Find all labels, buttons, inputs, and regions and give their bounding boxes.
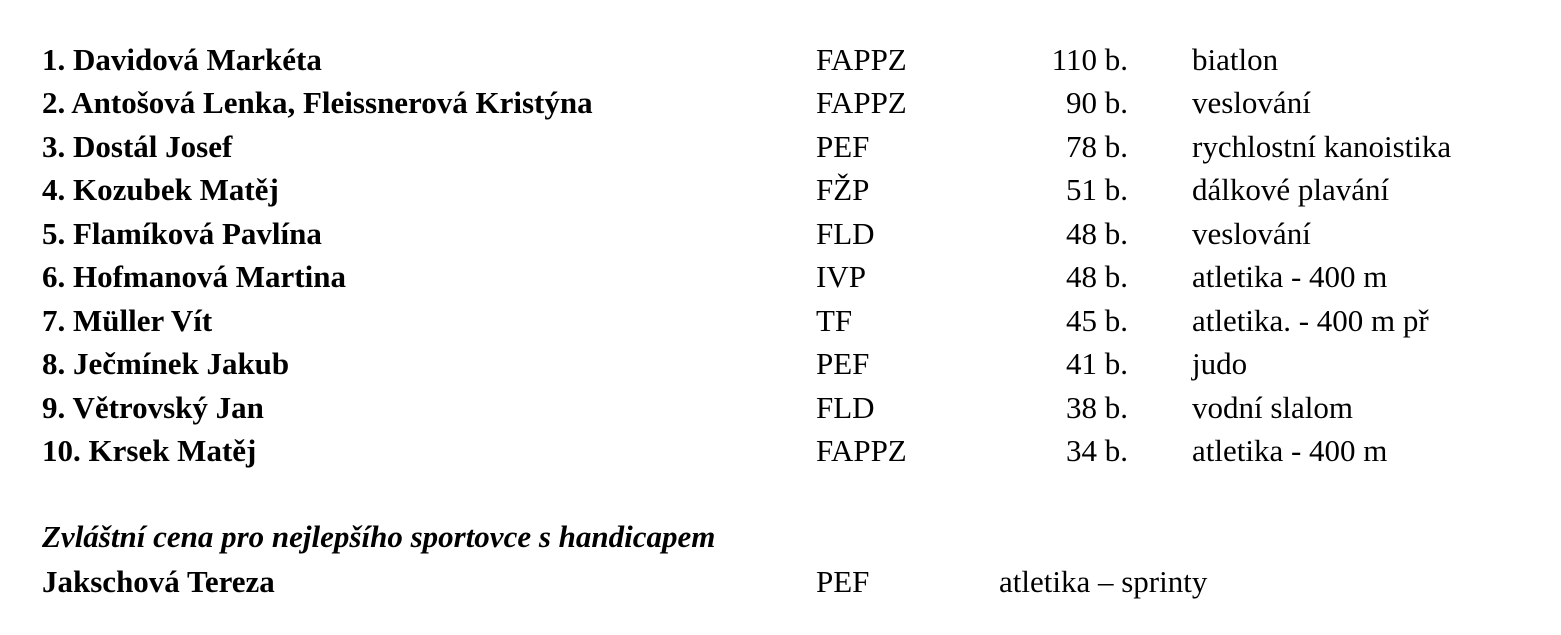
points: 48 b. (1066, 259, 1128, 294)
faculty: FLD (816, 216, 875, 251)
ranking-row-9 (0, 388, 1561, 428)
athlete-name: 9. Větrovský Jan (42, 390, 264, 425)
athlete-name: 10. Krsek Matěj (42, 433, 257, 468)
athlete-name: 1. Davidová Markéta (42, 42, 322, 77)
ranking-row-1 (0, 40, 1561, 80)
faculty: FAPPZ (816, 42, 907, 77)
sport: veslování (1192, 216, 1311, 251)
sport: dálkové plavání (1192, 172, 1390, 207)
athlete-name: 4. Kozubek Matěj (42, 172, 279, 207)
sport: atletika - 400 m (1192, 433, 1388, 468)
points: 45 b. (1066, 303, 1128, 338)
athlete-name: Jakschová Tereza (42, 564, 275, 599)
sport: veslování (1192, 85, 1311, 120)
sport: judo (1192, 346, 1248, 381)
sport: rychlostní kanoistika (1192, 129, 1452, 164)
faculty: FŽP (816, 172, 870, 207)
points: 38 b. (1066, 390, 1128, 425)
points: 41 b. (1066, 346, 1128, 381)
faculty: PEF (816, 564, 870, 599)
faculty: FAPPZ (816, 433, 907, 468)
athlete-name: 3. Dostál Josef (42, 129, 233, 164)
ranking-row-7 (0, 301, 1561, 341)
faculty: TF (816, 303, 853, 338)
sport: biatlon (1192, 42, 1279, 77)
athlete-name: 5. Flamíková Pavlína (42, 216, 322, 251)
ranking-row-8 (0, 344, 1561, 384)
points: 110 b. (1051, 42, 1128, 77)
points: 78 b. (1066, 129, 1128, 164)
ranking-row-10 (0, 431, 1561, 471)
ranking-row-5 (0, 214, 1561, 254)
ranking-row-4 (0, 170, 1561, 210)
points: 34 b. (1066, 433, 1128, 468)
special-award-row (0, 562, 1561, 602)
faculty: FAPPZ (816, 85, 907, 120)
sport: vodní slalom (1192, 390, 1354, 425)
faculty: FLD (816, 390, 875, 425)
athlete-name: 2. Antošová Lenka, Fleissnerová Kristýna (42, 85, 593, 120)
sport: atletika - 400 m (1192, 259, 1388, 294)
points: 48 b. (1066, 216, 1128, 251)
athlete-name: 6. Hofmanová Martina (42, 259, 346, 294)
sport: atletika. - 400 m př (1192, 303, 1429, 338)
faculty: PEF (816, 129, 870, 164)
ranking-row-2 (0, 83, 1561, 123)
ranking-row-3 (0, 127, 1561, 167)
special-award-title: Zvláštní cena pro nejlepšího sportovce s handicapem (42, 519, 716, 554)
faculty: PEF (816, 346, 870, 381)
sport: atletika – sprinty (999, 564, 1208, 599)
athlete-name: 7. Müller Vít (42, 303, 213, 338)
athlete-name: 8. Ječmínek Jakub (42, 346, 290, 381)
ranking-row-6 (0, 257, 1561, 297)
faculty: IVP (816, 259, 866, 294)
points: 90 b. (1066, 85, 1128, 120)
points: 51 b. (1066, 172, 1128, 207)
